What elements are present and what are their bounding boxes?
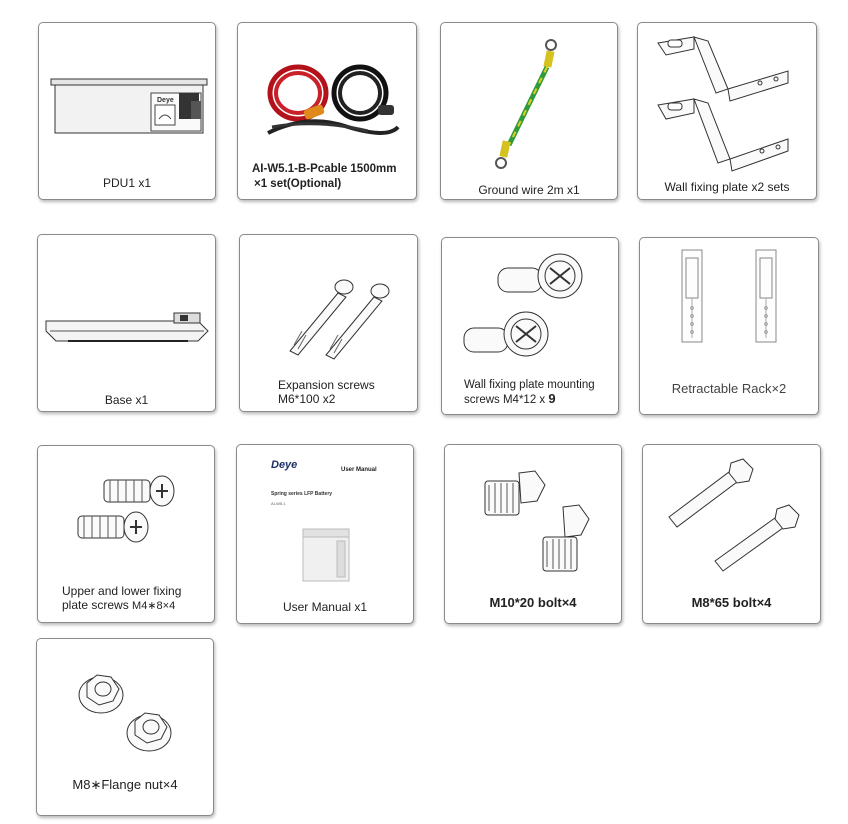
- item-caption-line2: ×1 set(Optional): [254, 178, 342, 190]
- item-card-ground-wire: [440, 22, 618, 200]
- item-card-m8-bolt: [642, 444, 821, 624]
- manual-battery-illustration: [237, 445, 415, 625]
- wall-plate-illustration: [638, 23, 818, 201]
- manual-subtitle: Spring series LFP Battery: [271, 491, 333, 497]
- item-caption: User Manual x1: [282, 600, 368, 614]
- manual-title: User Manual: [341, 467, 377, 473]
- item-caption: Retractable Rack×2: [671, 381, 787, 396]
- item-card-retractable-rack: [639, 237, 819, 415]
- item-caption-line2: [464, 392, 618, 407]
- caption-prefix: screws M4*12 x: [464, 394, 549, 406]
- item-caption-line1: Upper and lower fixing: [62, 584, 182, 598]
- item-caption: M10*20 bolt×4: [489, 595, 577, 610]
- item-card-fixing-plate-screws: [37, 445, 215, 623]
- item-caption: Base x1: [104, 393, 149, 407]
- item-card-m10-bolt: [444, 444, 622, 624]
- ground-wire-illustration: [441, 23, 619, 201]
- item-card-wall-plate: [637, 22, 817, 200]
- manual-brand: Deye: [271, 459, 298, 471]
- item-card-pdu: [38, 22, 216, 200]
- item-card-base: [37, 234, 216, 412]
- item-caption: PDU1 x1: [102, 176, 152, 190]
- item-caption: Ground wire 2m x1: [478, 183, 580, 197]
- caption-prefix: plate screws: [62, 598, 133, 612]
- base-illustration: [38, 235, 217, 413]
- item-caption-line1: Expansion screws: [278, 378, 375, 392]
- item-card-user-manual: [236, 444, 414, 624]
- item-caption-line2: M6*100 x2: [278, 392, 336, 406]
- item-caption: Wall fixing plate x2 sets: [664, 180, 790, 194]
- item-card-expansion-screws: [239, 234, 418, 412]
- item-card-power-cable: [237, 22, 417, 200]
- item-caption: M8*65 bolt×4: [691, 595, 772, 610]
- item-caption-line1: AI-W5.1-B-Pcable 1500mm: [252, 163, 397, 175]
- item-card-mounting-screws: [441, 237, 619, 415]
- caption-count: 9: [548, 391, 556, 406]
- item-caption-line1: Wall fixing plate mounting: [464, 379, 595, 391]
- item-card-flange-nut: [36, 638, 214, 816]
- item-caption: M8∗Flange nut×4: [72, 777, 178, 792]
- pdu-illustration: [39, 23, 217, 201]
- caption-suffix: M4∗8×4: [132, 600, 176, 612]
- pdu-brand: Deye: [157, 97, 174, 104]
- manual-model: AI-W5.1: [271, 501, 286, 506]
- item-caption-line2: [62, 598, 214, 613]
